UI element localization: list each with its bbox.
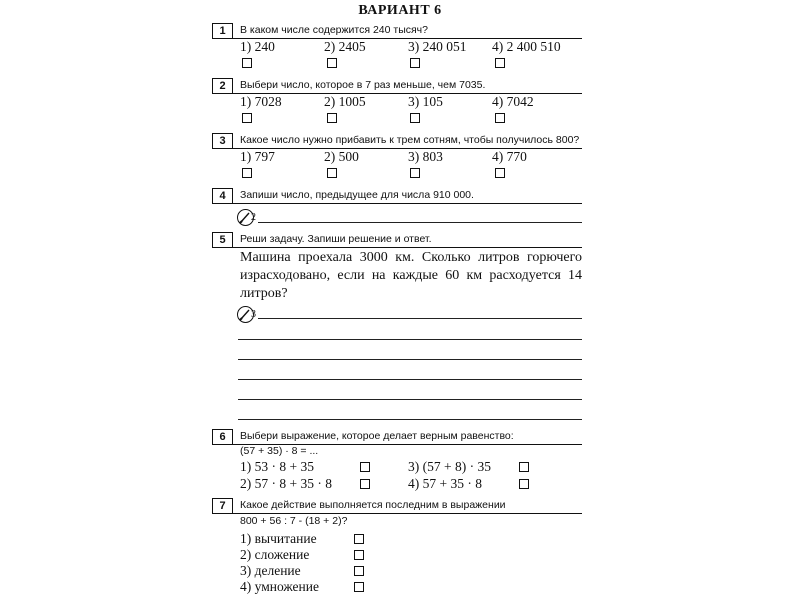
question-7-rule (212, 513, 582, 514)
question-5-score: 3 (251, 309, 256, 320)
question-2-checkbox-2[interactable] (327, 113, 337, 123)
question-5-problem: Машина проехала 3000 км. Сколько литров горючего израсходовано, если на каждые 60 км расходуется 14 литров? (240, 250, 582, 301)
question-6-option-3: 3) (57 + 8) · 35 (408, 459, 491, 474)
question-1-text: В каком числе содержится 240 тысяч? (240, 24, 428, 36)
question-5-rule (212, 247, 582, 248)
question-6-checkbox-1[interactable] (360, 462, 370, 472)
question-6-checkbox-2[interactable] (360, 479, 370, 489)
question-7-expression: 800 + 56 : 7 - (18 + 2)? (240, 515, 348, 527)
answer-line[interactable] (238, 359, 582, 360)
question-7-option-4: 4) умножение (240, 579, 319, 594)
question-1-number: 1 (212, 23, 233, 39)
question-1-checkbox-1[interactable] (242, 58, 252, 68)
question-6-number: 6 (212, 429, 233, 445)
question-7-number: 7 (212, 498, 233, 514)
question-7-option-2: 2) сложение (240, 547, 310, 562)
question-6-option-2: 2) 57 · 8 + 35 · 8 (240, 476, 332, 491)
answer-line[interactable] (258, 318, 582, 319)
question-6-expression: (57 + 35) · 8 = ... (240, 445, 319, 457)
question-2-option-1: 1) 7028 (240, 94, 282, 109)
question-6-checkbox-4[interactable] (519, 479, 529, 489)
question-7-option-3: 3) деление (240, 563, 301, 578)
question-3-option-1: 1) 797 (240, 149, 275, 164)
question-2-checkbox-4[interactable] (495, 113, 505, 123)
question-1-option-1: 1) 240 (240, 39, 275, 54)
question-4-text: Запиши число, предыдущее для числа 910 000. (240, 189, 474, 201)
question-3-option-3: 3) 803 (408, 149, 443, 164)
question-3-number: 3 (212, 133, 233, 149)
question-2-checkbox-1[interactable] (242, 113, 252, 123)
answer-line[interactable] (238, 399, 582, 400)
question-4-rule (212, 203, 582, 204)
question-1-option-2: 2) 2405 (324, 39, 366, 54)
question-2-text: Выбери число, которое в 7 раз меньше, чем 7035. (240, 79, 486, 91)
question-1-checkbox-3[interactable] (410, 58, 420, 68)
question-3-option-2: 2) 500 (324, 149, 359, 164)
question-3-checkbox-3[interactable] (410, 168, 420, 178)
question-6-text: Выбери выражение, которое делает верным равенство: (240, 430, 514, 442)
answer-line[interactable] (238, 419, 582, 420)
question-1-option-4: 4) 2 400 510 (492, 39, 561, 54)
question-2-checkbox-3[interactable] (410, 113, 420, 123)
question-2-number: 2 (212, 78, 233, 94)
variant-title: ВАРИАНТ 6 (358, 3, 442, 18)
question-5-text: Реши задачу. Запиши решение и ответ. (240, 233, 432, 245)
question-3-option-4: 4) 770 (492, 149, 527, 164)
answer-line[interactable] (238, 379, 582, 380)
question-7-checkbox-4[interactable] (354, 582, 364, 592)
question-3-checkbox-1[interactable] (242, 168, 252, 178)
question-7-checkbox-2[interactable] (354, 550, 364, 560)
question-7-checkbox-1[interactable] (354, 534, 364, 544)
question-6-option-4: 4) 57 + 35 · 8 (408, 476, 482, 491)
question-1-checkbox-4[interactable] (495, 58, 505, 68)
question-7-text: Какое действие выполняется последним в выражении (240, 499, 506, 511)
question-2-option-4: 4) 7042 (492, 94, 534, 109)
answer-line[interactable] (238, 339, 582, 340)
question-2-option-3: 3) 105 (408, 94, 443, 109)
question-4-number: 4 (212, 188, 233, 204)
question-3-checkbox-2[interactable] (327, 168, 337, 178)
question-5-number: 5 (212, 232, 233, 248)
question-6-checkbox-3[interactable] (519, 462, 529, 472)
question-3-checkbox-4[interactable] (495, 168, 505, 178)
question-3-text: Какое число нужно прибавить к трем сотням, чтобы получилось 800? (240, 134, 580, 146)
question-4-score: 2 (251, 212, 256, 223)
question-1-option-3: 3) 240 051 (408, 39, 467, 54)
answer-line[interactable] (258, 222, 582, 223)
question-7-checkbox-3[interactable] (354, 566, 364, 576)
question-6-option-1: 1) 53 · 8 + 35 (240, 459, 314, 474)
question-2-option-2: 2) 1005 (324, 94, 366, 109)
question-1-checkbox-2[interactable] (327, 58, 337, 68)
question-7-option-1: 1) вычитание (240, 531, 317, 546)
